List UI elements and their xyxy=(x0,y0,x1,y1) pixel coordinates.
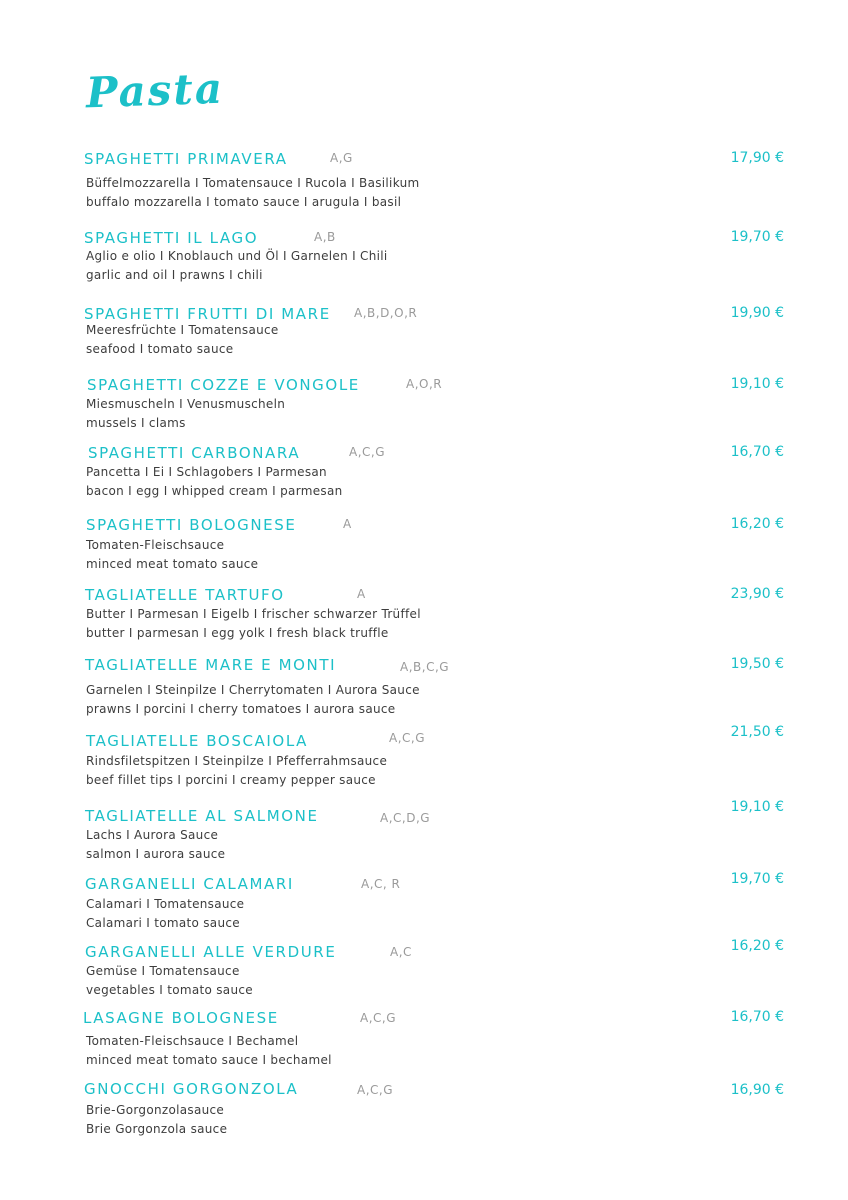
description-de: Büffelmozzarella I Tomatensauce I Rucola I Basilikum xyxy=(86,176,420,190)
allergen-codes: A,B,D,O,R xyxy=(354,306,418,320)
dish-price: 16,20 € xyxy=(730,938,784,954)
description-de: Calamari I Tomatensauce xyxy=(86,897,245,911)
dish-name: SPAGHETTI BOLOGNESE xyxy=(86,516,297,534)
menu-item xyxy=(84,799,784,863)
dish-price: 23,90 € xyxy=(730,586,784,602)
menu-item xyxy=(84,656,784,716)
description-en: butter I parmesan I egg yolk I fresh black truffle xyxy=(86,626,389,640)
dish-name: TAGLIATELLE TARTUFO xyxy=(85,586,285,604)
dish-price: 16,70 € xyxy=(730,1009,784,1025)
description-en: bacon I egg I whipped cream I parmesan xyxy=(86,484,343,498)
allergen-codes: A,C,G xyxy=(357,1083,394,1097)
menu-item xyxy=(84,376,784,436)
allergen-codes: A,G xyxy=(330,151,353,165)
allergen-codes: A,C,G xyxy=(389,731,426,745)
allergen-codes: A,C,G xyxy=(360,1011,397,1025)
allergen-codes: A,B xyxy=(314,230,336,244)
allergen-codes: A,C xyxy=(390,945,412,959)
menu-item xyxy=(84,444,784,504)
description-de: Miesmuscheln I Venusmuscheln xyxy=(86,397,286,411)
description-en: minced meat tomato sauce I bechamel xyxy=(86,1053,332,1067)
dish-name: SPAGHETTI CARBONARA xyxy=(88,444,301,462)
dish-price: 19,10 € xyxy=(730,376,784,392)
dish-price: 19,70 € xyxy=(730,871,784,887)
dish-name: TAGLIATELLE MARE E MONTI xyxy=(85,656,337,674)
menu-item xyxy=(84,1009,784,1069)
description-en: Brie Gorgonzola sauce xyxy=(86,1122,228,1136)
allergen-codes: A,B,C,G xyxy=(400,660,450,674)
description-en: seafood I tomato sauce xyxy=(86,342,234,356)
description-de: Butter I Parmesan I Eigelb I frischer schwarzer Trüffel xyxy=(86,607,421,621)
allergen-codes: A,C,G xyxy=(349,445,386,459)
menu-item xyxy=(84,150,784,210)
description-en: vegetables I tomato sauce xyxy=(86,983,253,997)
page-title: Pasta xyxy=(85,63,225,118)
description-de: Lachs I Aurora Sauce xyxy=(86,828,219,842)
dish-name: GARGANELLI ALLE VERDURE xyxy=(85,943,337,961)
dish-price: 16,20 € xyxy=(730,516,784,532)
description-en: garlic and oil I prawns I chili xyxy=(86,268,263,282)
menu-item xyxy=(84,229,784,289)
description-de: Tomaten-Fleischsauce I Bechamel xyxy=(86,1034,299,1048)
description-en: prawns I porcini I cherry tomatoes I aurora sauce xyxy=(86,702,396,716)
dish-price: 19,70 € xyxy=(730,229,784,245)
description-en: Calamari I tomato sauce xyxy=(86,916,240,930)
dish-price: 19,90 € xyxy=(730,305,784,321)
dish-name: SPAGHETTI PRIMAVERA xyxy=(84,150,288,168)
dish-price: 19,50 € xyxy=(730,656,784,672)
description-en: beef fillet tips I porcini I creamy pepper sauce xyxy=(86,773,376,787)
menu-item xyxy=(84,1080,784,1140)
description-de: Gemüse I Tomatensauce xyxy=(86,964,240,978)
description-de: Pancetta I Ei I Schlagobers I Parmesan xyxy=(86,465,327,479)
dish-price: 21,50 € xyxy=(730,724,784,740)
description-en: buffalo mozzarella I tomato sauce I arugula I basil xyxy=(86,195,402,209)
dish-name: LASAGNE BOLOGNESE xyxy=(83,1009,279,1027)
description-en: minced meat tomato sauce xyxy=(86,557,259,571)
allergen-codes: A xyxy=(357,587,366,601)
dish-name: TAGLIATELLE BOSCAIOLA xyxy=(86,732,308,750)
description-de: Rindsfiletspitzen I Steinpilze I Pfefferrahmsauce xyxy=(86,754,388,768)
description-de: Garnelen I Steinpilze I Cherrytomaten I Aurora Sauce xyxy=(86,683,420,697)
dish-name: SPAGHETTI FRUTTI DI MARE xyxy=(84,305,331,323)
menu-item xyxy=(84,586,784,646)
description-de: Tomaten-Fleischsauce xyxy=(86,538,225,552)
menu-item xyxy=(84,938,784,998)
description-de: Aglio e olio I Knoblauch und Öl I Garnelen I Chili xyxy=(86,249,388,263)
menu-item xyxy=(84,305,784,365)
menu-item xyxy=(84,724,784,787)
menu-item xyxy=(84,871,784,931)
dish-name: TAGLIATELLE AL SALMONE xyxy=(85,807,319,825)
description-en: salmon I aurora sauce xyxy=(86,847,226,861)
dish-price: 16,70 € xyxy=(730,444,784,460)
menu-item xyxy=(84,516,784,576)
dish-price: 16,90 € xyxy=(730,1082,784,1098)
dish-price: 19,10 € xyxy=(730,799,784,815)
allergen-codes: A,C, R xyxy=(361,877,401,891)
dish-name: SPAGHETTI COZZE E VONGOLE xyxy=(87,376,360,394)
allergen-codes: A,C,D,G xyxy=(380,811,431,825)
dish-name: GNOCCHI GORGONZOLA xyxy=(84,1080,299,1098)
description-de: Meeresfrüchte I Tomatensauce xyxy=(86,323,279,337)
allergen-codes: A xyxy=(343,517,352,531)
allergen-codes: A,O,R xyxy=(406,377,443,391)
dish-price: 17,90 € xyxy=(730,150,784,166)
dish-name: GARGANELLI CALAMARI xyxy=(85,875,294,893)
dish-name: SPAGHETTI IL LAGO xyxy=(84,229,259,247)
description-en: mussels I clams xyxy=(86,416,186,430)
description-de: Brie-Gorgonzolasauce xyxy=(86,1103,225,1117)
